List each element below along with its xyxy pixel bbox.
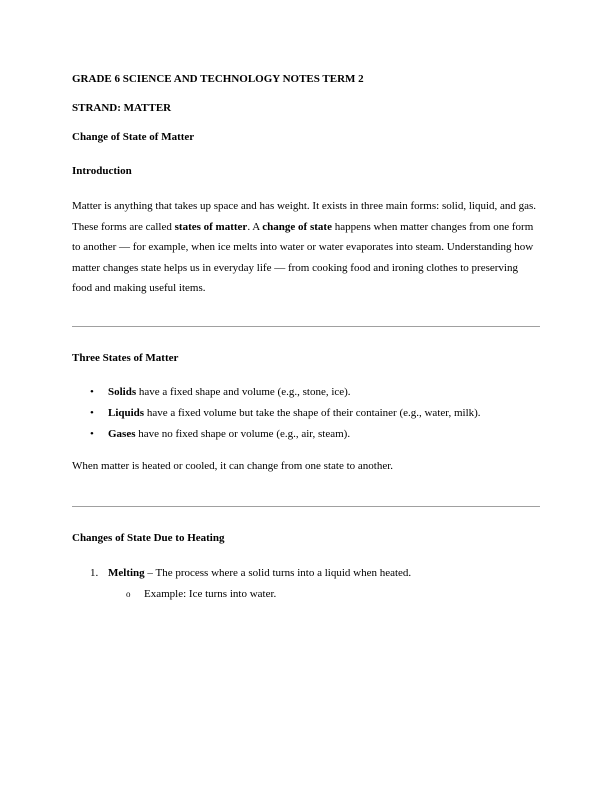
- document-title: GRADE 6 SCIENCE AND TECHNOLOGY NOTES TERM 2: [72, 73, 364, 85]
- desc-solids: have a fixed shape and volume (e.g., stone, ice).: [136, 386, 351, 398]
- sub-item-melting-example: [90, 584, 540, 605]
- strand-heading: STRAND: MATTER: [72, 102, 172, 114]
- divider-1: [72, 326, 540, 327]
- list-item-gases: [90, 424, 540, 445]
- term-liquids: Liquids: [108, 407, 145, 419]
- states-closing-text: When matter is heated or cooled, it can change from one state to another.: [72, 460, 394, 472]
- introduction-paragraph: [72, 196, 540, 299]
- states-bullet-list: [90, 382, 540, 445]
- intro-bold-states-of-matter: states of matter: [174, 220, 248, 233]
- circle-bullet-icon: o: [126, 589, 131, 599]
- list-item-melting: [90, 563, 540, 584]
- intro-bold-change-of-state: change of state: [262, 220, 332, 233]
- bullet-icon: •: [90, 407, 94, 419]
- term-solids: Solids: [108, 386, 137, 398]
- item-number: 1.: [90, 567, 99, 579]
- desc-liquids: have a fixed volume but take the shape of their container (e.g., water, milk).: [144, 407, 481, 419]
- desc-gases: have no fixed shape or volume (e.g., air, steam).: [135, 428, 351, 440]
- divider-2: [72, 506, 540, 507]
- bullet-icon: •: [90, 428, 94, 440]
- intro-text-3: happens when matter changes from one form to another — for example, when ice melts into water or water evaporates into steam. Understanding how matter changes state helps us in everyday life — from cooking food and ironing clothes to preserving food and making useful items.: [72, 220, 534, 294]
- heating-heading: Changes of State Due to Heating: [72, 532, 225, 544]
- three-states-heading: Three States of Matter: [72, 352, 179, 364]
- topic-heading: Change of State of Matter: [72, 131, 195, 143]
- intro-text-2: . A: [247, 220, 263, 233]
- introduction-heading: Introduction: [72, 165, 132, 177]
- document-page: [72, 0, 540, 792]
- term-melting: Melting: [108, 567, 145, 579]
- bullet-icon: •: [90, 386, 94, 398]
- example-melting: Example: Ice turns into water.: [144, 588, 277, 600]
- intro-text-1: Matter is anything that takes up space and has weight. It exists in three main forms: solid, liquid, and gas. These forms are called: [72, 200, 537, 233]
- term-gases: Gases: [108, 428, 136, 440]
- list-item-liquids: [90, 403, 540, 424]
- heating-numbered-list: [90, 563, 540, 605]
- desc-melting: – The process where a solid turns into a liquid when heated.: [144, 567, 412, 579]
- list-item-solids: [90, 382, 540, 403]
